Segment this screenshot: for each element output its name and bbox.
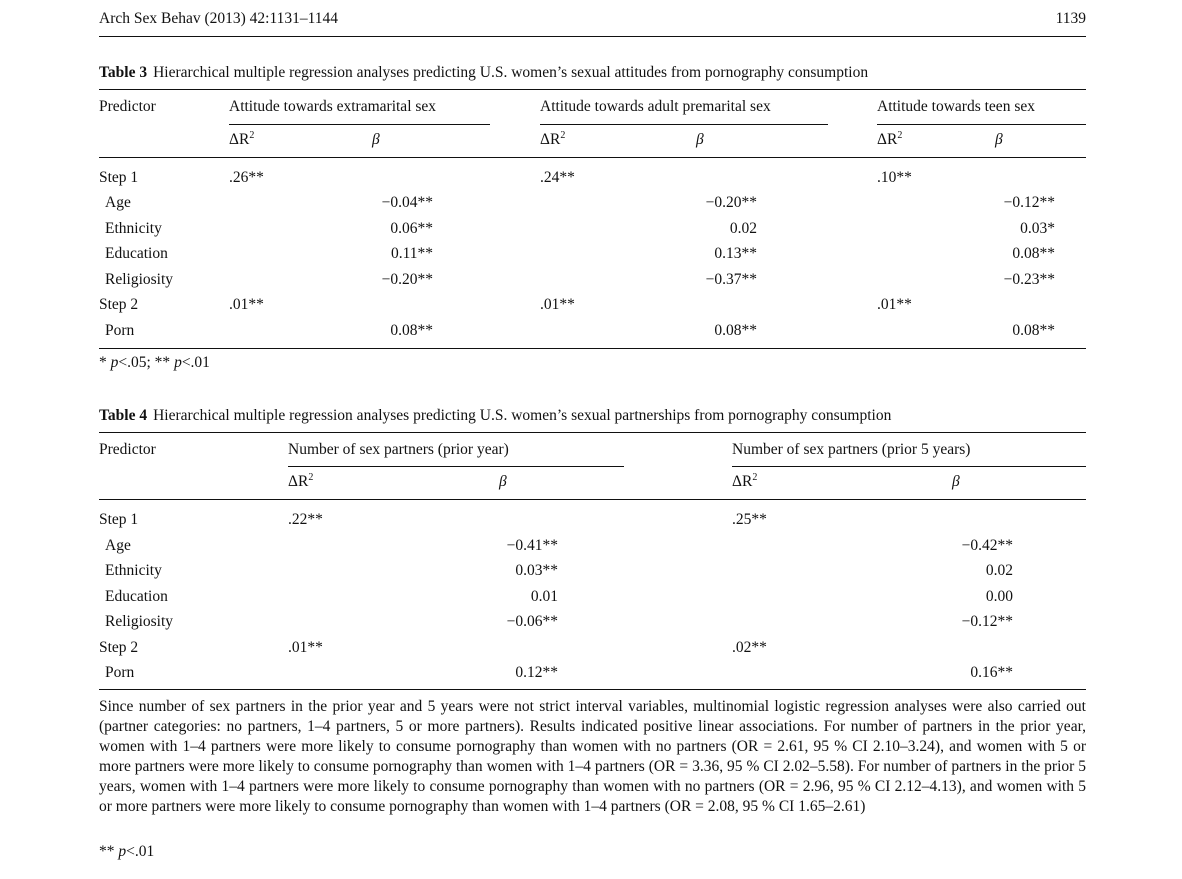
table3-footnote: * p<.05; ** p<.01 xyxy=(99,354,210,371)
table-cell: 0.13** xyxy=(714,245,757,262)
row-label: Religiosity xyxy=(105,271,174,288)
table-cell: 0.08** xyxy=(1012,322,1055,339)
table-cell: .01** xyxy=(877,296,912,313)
table4-beta-header-1 xyxy=(499,472,507,492)
table4-group-rule-2 xyxy=(732,466,1086,467)
row-label: Education xyxy=(105,588,168,605)
table3-caption-text: Hierarchical multiple regression analyses predicting U.S. women’s sexual attitudes from pornography consumption xyxy=(153,64,869,81)
table-cell: 0.02 xyxy=(985,562,1013,579)
table3-bottom-rule xyxy=(99,348,1086,349)
table3-predictor-header: Predictor xyxy=(99,98,156,115)
table-cell: 0.06** xyxy=(390,220,433,237)
table4-header-rule xyxy=(99,499,1086,500)
table4-group-header-1: Number of sex partners (prior year) xyxy=(288,441,509,458)
row-label: Step 2 xyxy=(99,296,139,313)
table4-group-rule-1 xyxy=(288,466,624,467)
table3-caption xyxy=(99,64,868,82)
table-cell: .22** xyxy=(288,511,323,528)
table3-group-header-3: Attitude towards teen sex xyxy=(877,98,1035,115)
table3-beta-header-2 xyxy=(696,130,704,150)
table-cell: −0.37** xyxy=(705,271,757,288)
table-cell: −0.41** xyxy=(506,537,558,554)
table3-header-rule xyxy=(99,157,1086,158)
table4-dr2-header-2 xyxy=(732,472,757,492)
running-head-rule xyxy=(99,36,1086,37)
table4-beta-header-2 xyxy=(952,472,960,492)
table-cell: −0.12** xyxy=(961,613,1013,630)
table4-note: Since number of sex partners in the prior year and 5 years were not strict interval variables, multinomial logistic regression analyses were also carried out (partner categories: no partners, 1–4 partners, 5 or more partners). Results indicated positive linear associations. For number of partners in the prior year, women with 1–4 partners were more likely to consume pornography than women with no partners (OR = 2.61, 95 % CI 2.10–3.24), and women with 5 or more partners were more likely to consume pornography than women with 1–4 partners (OR = 3.36, 95 % CI 2.02–5.58). For number of partners in the prior 5 years, women with 1–4 partners were more likely to consume pornography than women with no partners (OR = 2.96, 95 % CI 2.12–4.13), and women with 5 or more partners were more likely to consume pornography than women with 1–4 partners (OR = 2.08, 95 % CI 1.65–2.61) xyxy=(99,698,1086,815)
table4-top-rule xyxy=(99,432,1086,433)
beta-symbol: β xyxy=(995,131,1003,148)
table4-group-header-2: Number of sex partners (prior 5 years) xyxy=(732,441,971,458)
row-label: Ethnicity xyxy=(105,220,162,237)
superscript-2: 2 xyxy=(560,129,566,141)
superscript-2: 2 xyxy=(308,471,314,483)
beta-symbol: β xyxy=(952,473,960,490)
row-label: Age xyxy=(105,537,131,554)
beta-symbol: β xyxy=(372,131,380,148)
superscript-2: 2 xyxy=(897,129,903,141)
table-cell: −0.23** xyxy=(1003,271,1055,288)
table-cell: .10** xyxy=(877,169,912,186)
table-cell: −0.20** xyxy=(381,271,433,288)
table3-group-rule-3 xyxy=(877,124,1086,125)
table4-caption-text: Hierarchical multiple regression analyses predicting U.S. women’s sexual partnerships from pornography consumption xyxy=(153,407,892,424)
table3-beta-header-1 xyxy=(372,130,380,150)
row-label: Porn xyxy=(105,322,135,339)
table-cell: 0.01 xyxy=(530,588,558,605)
delta-r-text: ΔR xyxy=(540,131,561,148)
table-cell: .01** xyxy=(229,296,264,313)
table-cell: −0.06** xyxy=(506,613,558,630)
table3-group-rule-2 xyxy=(540,124,828,125)
row-label: Ethnicity xyxy=(105,562,162,579)
superscript-2: 2 xyxy=(752,471,758,483)
table-cell: 0.00 xyxy=(985,588,1013,605)
delta-r-text: ΔR xyxy=(732,473,753,490)
row-label: Porn xyxy=(105,664,135,681)
table3-top-rule xyxy=(99,89,1086,90)
table3-group-header-1: Attitude towards extramarital sex xyxy=(229,98,437,115)
row-label: Education xyxy=(105,245,168,262)
table4-caption xyxy=(99,407,891,425)
table3-group-rule-1 xyxy=(229,124,490,125)
superscript-2: 2 xyxy=(249,129,255,141)
table-cell: .26** xyxy=(229,169,264,186)
table-cell: 0.02 xyxy=(729,220,757,237)
table-cell: −0.04** xyxy=(381,194,433,211)
table-cell: −0.12** xyxy=(1003,194,1055,211)
table-cell: .01** xyxy=(540,296,575,313)
table3-group-header-2: Attitude towards adult premarital sex xyxy=(540,98,771,115)
table-cell: 0.08** xyxy=(714,322,757,339)
table-cell: 0.08** xyxy=(390,322,433,339)
table3-dr2-header-1 xyxy=(229,130,254,150)
table-cell: −0.20** xyxy=(705,194,757,211)
table-cell: 0.03* xyxy=(1020,220,1055,237)
beta-symbol: β xyxy=(696,131,704,148)
page-number: 1139 xyxy=(1055,10,1086,27)
table3-dr2-header-2 xyxy=(540,130,565,150)
table4-label: Table 4 xyxy=(99,407,148,424)
journal-citation: Arch Sex Behav (2013) 42:1131–1144 xyxy=(99,10,339,27)
table-cell: 0.03** xyxy=(515,562,558,579)
table4-footnote: ** p<.01 xyxy=(99,843,155,860)
table3-dr2-header-3 xyxy=(877,130,902,150)
table4-bottom-rule xyxy=(99,689,1086,690)
row-label: Age xyxy=(105,194,131,211)
row-label: Step 2 xyxy=(99,639,139,656)
delta-r-text: ΔR xyxy=(288,473,309,490)
table-cell: 0.12** xyxy=(515,664,558,681)
row-label: Religiosity xyxy=(105,613,174,630)
table-cell: .02** xyxy=(732,639,767,656)
table-cell: 0.16** xyxy=(970,664,1013,681)
row-label: Step 1 xyxy=(99,169,139,186)
delta-r-text: ΔR xyxy=(229,131,250,148)
delta-r-text: ΔR xyxy=(877,131,898,148)
table-cell: 0.11** xyxy=(390,245,433,262)
table3-beta-header-3 xyxy=(995,130,1003,150)
row-label: Step 1 xyxy=(99,511,139,528)
running-head xyxy=(99,10,1086,34)
table4-dr2-header-1 xyxy=(288,472,313,492)
table-cell: 0.08** xyxy=(1012,245,1055,262)
table-cell: −0.42** xyxy=(961,537,1013,554)
table-cell: .25** xyxy=(732,511,767,528)
table4-predictor-header: Predictor xyxy=(99,441,156,458)
beta-symbol: β xyxy=(499,473,507,490)
table-cell: .24** xyxy=(540,169,575,186)
table3-label: Table 3 xyxy=(99,64,148,81)
table-cell: .01** xyxy=(288,639,323,656)
